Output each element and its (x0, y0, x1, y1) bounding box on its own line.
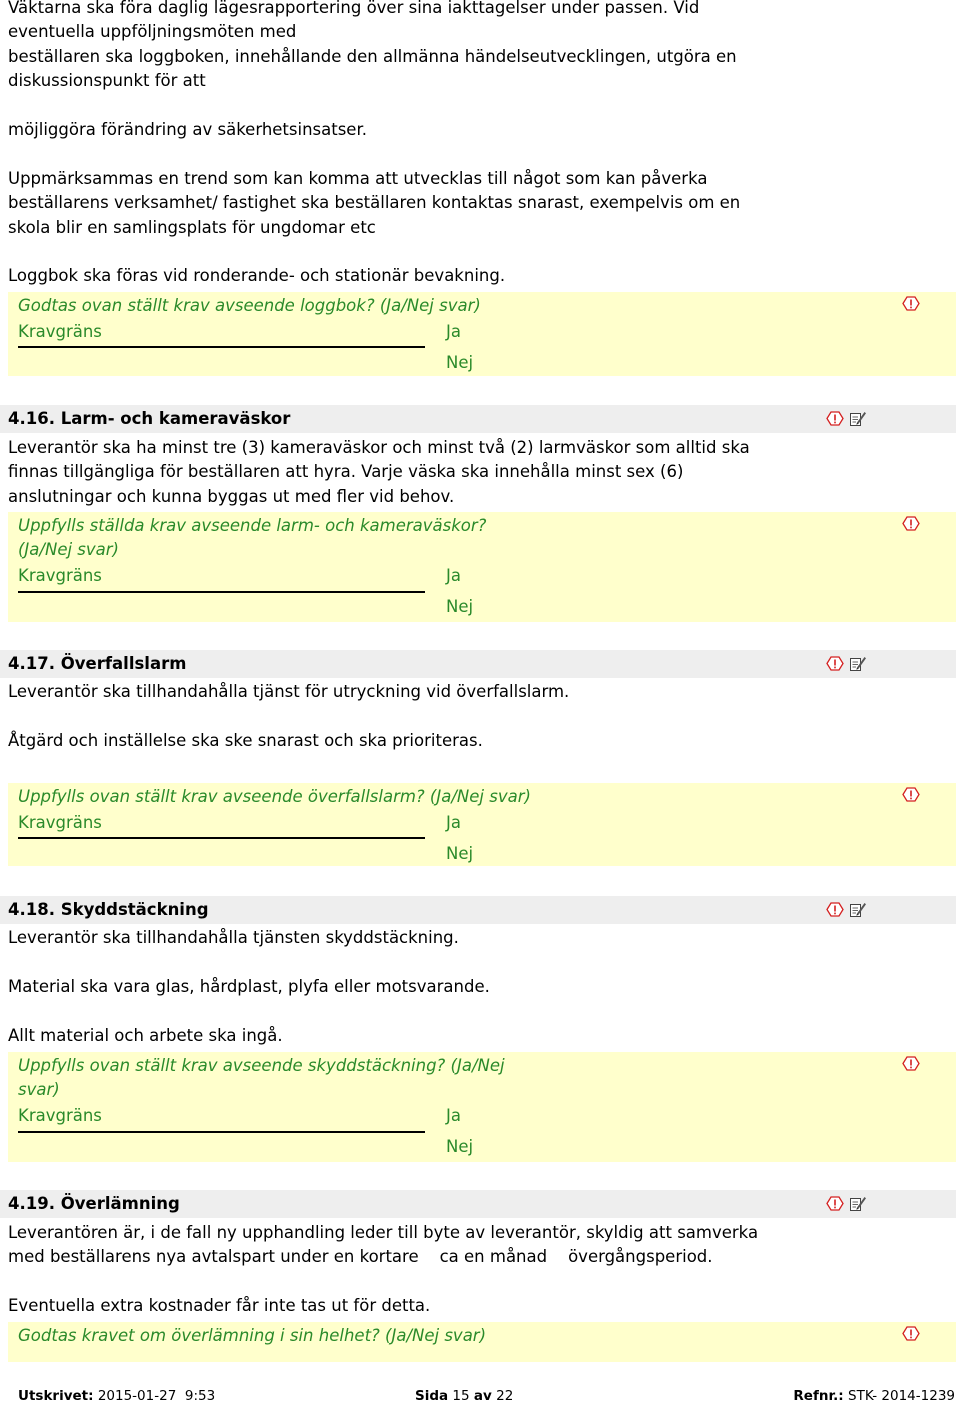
paragraph-line: beställarens verksamhet/ fastighet ska beställaren kontaktas snarast, exempelvis om en (8, 193, 741, 213)
section-title: Överlämning (60, 1194, 180, 1213)
paragraph-line: diskussionspunkt för att (8, 71, 206, 91)
warning-icon (826, 656, 844, 675)
requirement-limit-row (8, 809, 956, 865)
warning-icon (902, 1326, 920, 1345)
paragraph-line: Leverantör ska tillhandahålla tjänst för utryckning vid överfallslarm. (8, 682, 570, 701)
paragraph-line: Leverantören är, i de fall ny upphandling leder till byte av leverantör, skyldig att samverka (8, 1223, 759, 1242)
paragraph-line: med beställarens nya avtalspart under en kortare ca en månad övergångsperiod. (8, 1247, 713, 1267)
requirement-limit-underline (18, 346, 425, 348)
paragraph (8, 167, 948, 240)
question-text: Uppfylls ovan ställt krav avseende överfallslarm? (Ja/Nej svar) (18, 787, 531, 806)
requirement-limit-row (8, 1103, 956, 1159)
paragraph-line: anslutningar och kunna byggas ut med fler vid behov. (8, 486, 455, 506)
warning-icon (902, 787, 920, 806)
answer-box-loggbok (8, 292, 956, 376)
edit-icon (849, 655, 867, 676)
section-title: Överfallslarm (60, 654, 187, 673)
requirement-limit-underline (18, 837, 425, 839)
question-text: (Ja/Nej svar) (18, 540, 119, 560)
section-heading (8, 1190, 180, 1218)
section-heading (8, 650, 186, 678)
paragraph (8, 729, 948, 753)
printed-timestamp (18, 1386, 215, 1406)
option-no: Nej (446, 597, 474, 617)
paragraph (8, 680, 948, 704)
printed-value: 2015-01-27 9:53 (97, 1388, 216, 1404)
option-yes: Ja (446, 1106, 461, 1126)
section-body (8, 680, 948, 753)
warning-icon (902, 516, 920, 535)
answer-box-4-16 (8, 512, 956, 622)
page-label: Sida (415, 1388, 449, 1404)
section-number: 4.16. (8, 409, 55, 428)
section-header-4-16 (0, 405, 956, 433)
paragraph (8, 926, 948, 950)
paragraph (8, 264, 948, 288)
option-no: Nej (446, 1137, 474, 1157)
edit-icon (849, 901, 867, 922)
printed-label: Utskrivet: (18, 1388, 94, 1404)
paragraph-line: Material ska vara glas, hårdplast, plyfa eller motsvarande. (8, 976, 490, 996)
edit-icon (849, 1195, 867, 1216)
paragraph (8, 1294, 948, 1318)
option-yes: Ja (446, 321, 461, 341)
answer-box-4-18 (8, 1052, 956, 1162)
section-header-4-19 (0, 1190, 956, 1218)
paragraph-line: beställaren ska loggboken, innehållande den allmänna händelseutvecklingen, utgöra en (8, 46, 737, 66)
page-footer (0, 1386, 960, 1406)
warning-icon (902, 1056, 920, 1075)
answer-box-4-17 (8, 783, 956, 866)
paragraph-line: Allt material och arbete ska ingå. (8, 1025, 283, 1045)
warning-icon (826, 902, 844, 921)
question-text: Godtas kravet om överlämning i sin helhet? (Ja/Nej svar) (18, 1326, 487, 1345)
requirement-limit-label: Kravgräns (18, 566, 102, 586)
paragraph (8, 975, 948, 999)
paragraph-line: skola blir en samlingsplats för ungdomar etc (8, 217, 376, 237)
question-text: Uppfylls ovan ställt krav avseende skyddstäckning? (Ja/Nej (18, 1056, 505, 1075)
section-body (8, 1221, 948, 1319)
section-title: Larm- och kameraväskor (60, 409, 291, 428)
option-no: Nej (446, 352, 474, 372)
section-number: 4.18. (8, 900, 55, 919)
option-no: Nej (446, 843, 474, 863)
reference-value: STK- 2014-1239 (848, 1388, 955, 1404)
option-yes: Ja (446, 566, 461, 586)
warning-icon (902, 296, 920, 315)
edit-icon (849, 410, 867, 431)
paragraph-line: Leverantör ska tillhandahålla tjänsten skyddstäckning. (8, 928, 459, 947)
paragraph-line: finnas tillgängliga för beställaren att hyra. Varje väska ska innehålla minst sex (6) (8, 462, 684, 482)
paragraph (8, 1221, 948, 1270)
paragraph (8, 1024, 948, 1048)
paragraph (8, 436, 948, 509)
page-number (415, 1386, 513, 1406)
question-text: Godtas ovan ställt krav avseende loggbok? (Ja/Nej svar) (18, 296, 481, 315)
paragraph-line: Leverantör ska ha minst tre (3) kameraväskor och minst två (2) larmväskor som alltid ska (8, 438, 750, 457)
page-total: 22 (496, 1388, 514, 1404)
requirement-limit-row (8, 563, 956, 619)
requirement-limit-label: Kravgräns (18, 812, 102, 832)
reference-label: Refnr.: (793, 1388, 844, 1404)
paragraph-line: möjliggöra förändring av säkerhetsinsatser. (8, 119, 367, 139)
warning-icon (826, 411, 844, 430)
paragraph-line: Väktarna ska föra daglig lägesrapportering över sina iakttagelser under passen. Vid (8, 0, 700, 17)
requirement-limit-underline (18, 1131, 425, 1133)
paragraph-line: eventuella uppföljningsmöten med (8, 22, 297, 42)
section-number: 4.19. (8, 1194, 55, 1213)
section-header-4-18 (0, 896, 956, 924)
reference-number (793, 1386, 955, 1406)
section-body (8, 926, 948, 1048)
page-current: 15 (452, 1388, 470, 1404)
answer-box-4-19 (8, 1322, 956, 1362)
section-heading (8, 405, 290, 433)
warning-icon (826, 1196, 844, 1215)
paragraph-line: Åtgärd och inställelse ska ske snarast och ska prioriteras. (8, 730, 483, 750)
paragraph-line: Eventuella extra kostnader får inte tas ut för detta. (8, 1296, 431, 1316)
section-body (8, 436, 948, 509)
requirement-limit-underline (18, 591, 425, 593)
requirement-limit-label: Kravgräns (18, 321, 102, 341)
paragraph-line: Loggbok ska föras vid ronderande- och stationär bevakning. (8, 266, 506, 286)
paragraph (8, 0, 948, 94)
question-text: svar) (18, 1080, 60, 1100)
section-number: 4.17. (8, 654, 55, 673)
paragraph-line: Uppmärksammas en trend som kan komma att utvecklas till något som kan påverka (8, 168, 708, 188)
option-yes: Ja (446, 812, 461, 832)
question-text: Uppfylls ställda krav avseende larm- och kameraväskor? (18, 516, 487, 535)
requirement-limit-label: Kravgräns (18, 1106, 102, 1126)
section-header-4-17 (0, 650, 956, 678)
section-title: Skyddstäckning (60, 900, 209, 919)
paragraph (8, 118, 948, 142)
page-of-label: av (473, 1388, 492, 1404)
intro-text (8, 0, 948, 289)
requirement-limit-row (8, 318, 956, 374)
section-heading (8, 896, 209, 924)
